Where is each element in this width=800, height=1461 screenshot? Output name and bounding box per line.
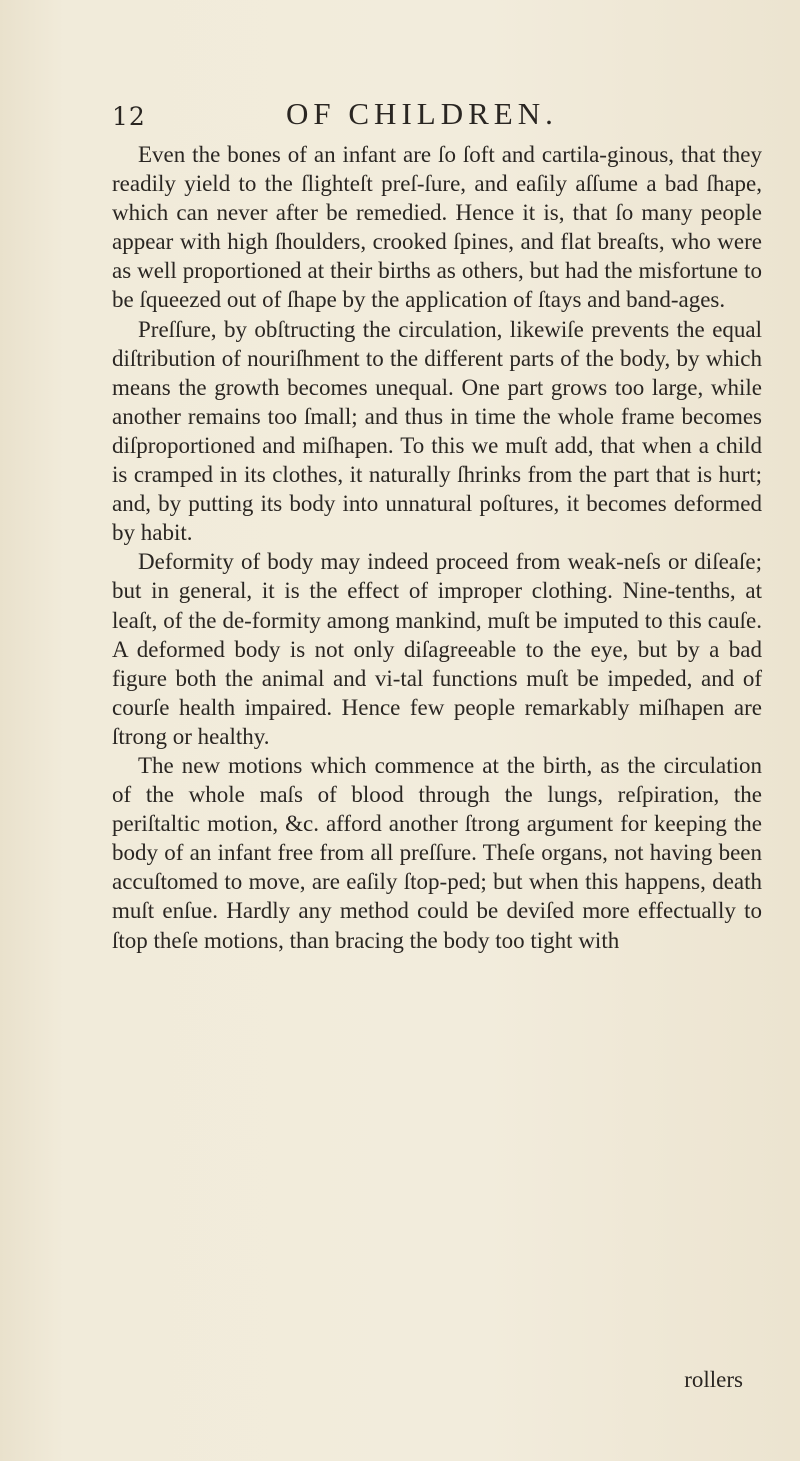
running-head: OF CHILDREN. [286,96,558,131]
paragraph: Even the bones of an infant are ſo ſoft and cartila-ginous, that they readily yield to the ſlighteſt preſ-ſure, and eaſily aſſume a bad ſhape, which can never after be remedied. Hence it is, that ſo many people appear with high ſhoulders, crooked ſpines, and flat breaſts, who were as well proportioned at their births as others, but had the misfortune to be ſqueezed out of ſhape by the application of ſtays and band-ages. [112,142,762,313]
catchword: rollers [684,1367,743,1392]
paragraph: Preſſure, by obſtructing the circulation, likewiſe prevents the equal diſtribution of nouriſhment to the different parts of the body, by which means the growth becomes unequal. One part grows too large, while another remains too ſmall; and thus in time the whole frame becomes diſproportioned and miſhapen. To this we muſt add, that when a child is cramped in its clothes, it naturally ſhrinks from the part that is hurt; and, by putting its body into unnatural poſtures, it becomes deformed by habit. [112,316,762,546]
body-text [112,140,762,955]
paragraph: Deformity of body may indeed proceed from weak-neſs or diſeaſe; but in general, it is the effect of improper clothing. Nine-tenths, at leaſt, of the de-formity among mankind, muſt be imputed to this cauſe. A deformed body is not only diſagreeable to the eye, but by a bad figure both the animal and vi-tal functions muſt be impeded, and of courſe health impaired. Hence few people remarkably miſhapen are ſtrong or healthy. [112,549,762,749]
page-header [112,94,712,134]
paragraph: The new motions which commence at the birth, as the circulation of the whole maſs of blood through the lungs, reſpiration, the periſtaltic motion, &c. afford another ſtrong argument for keeping the body of an infant free from all preſſure. Theſe organs, not having been accuſtomed to move, are eaſily ſtop-ped; but when this happens, death muſt enſue. Hardly any method could be deviſed more effectually to ſtop theſe motions, than bracing the body too tight with [112,752,762,953]
page-number: 12 [112,102,146,131]
